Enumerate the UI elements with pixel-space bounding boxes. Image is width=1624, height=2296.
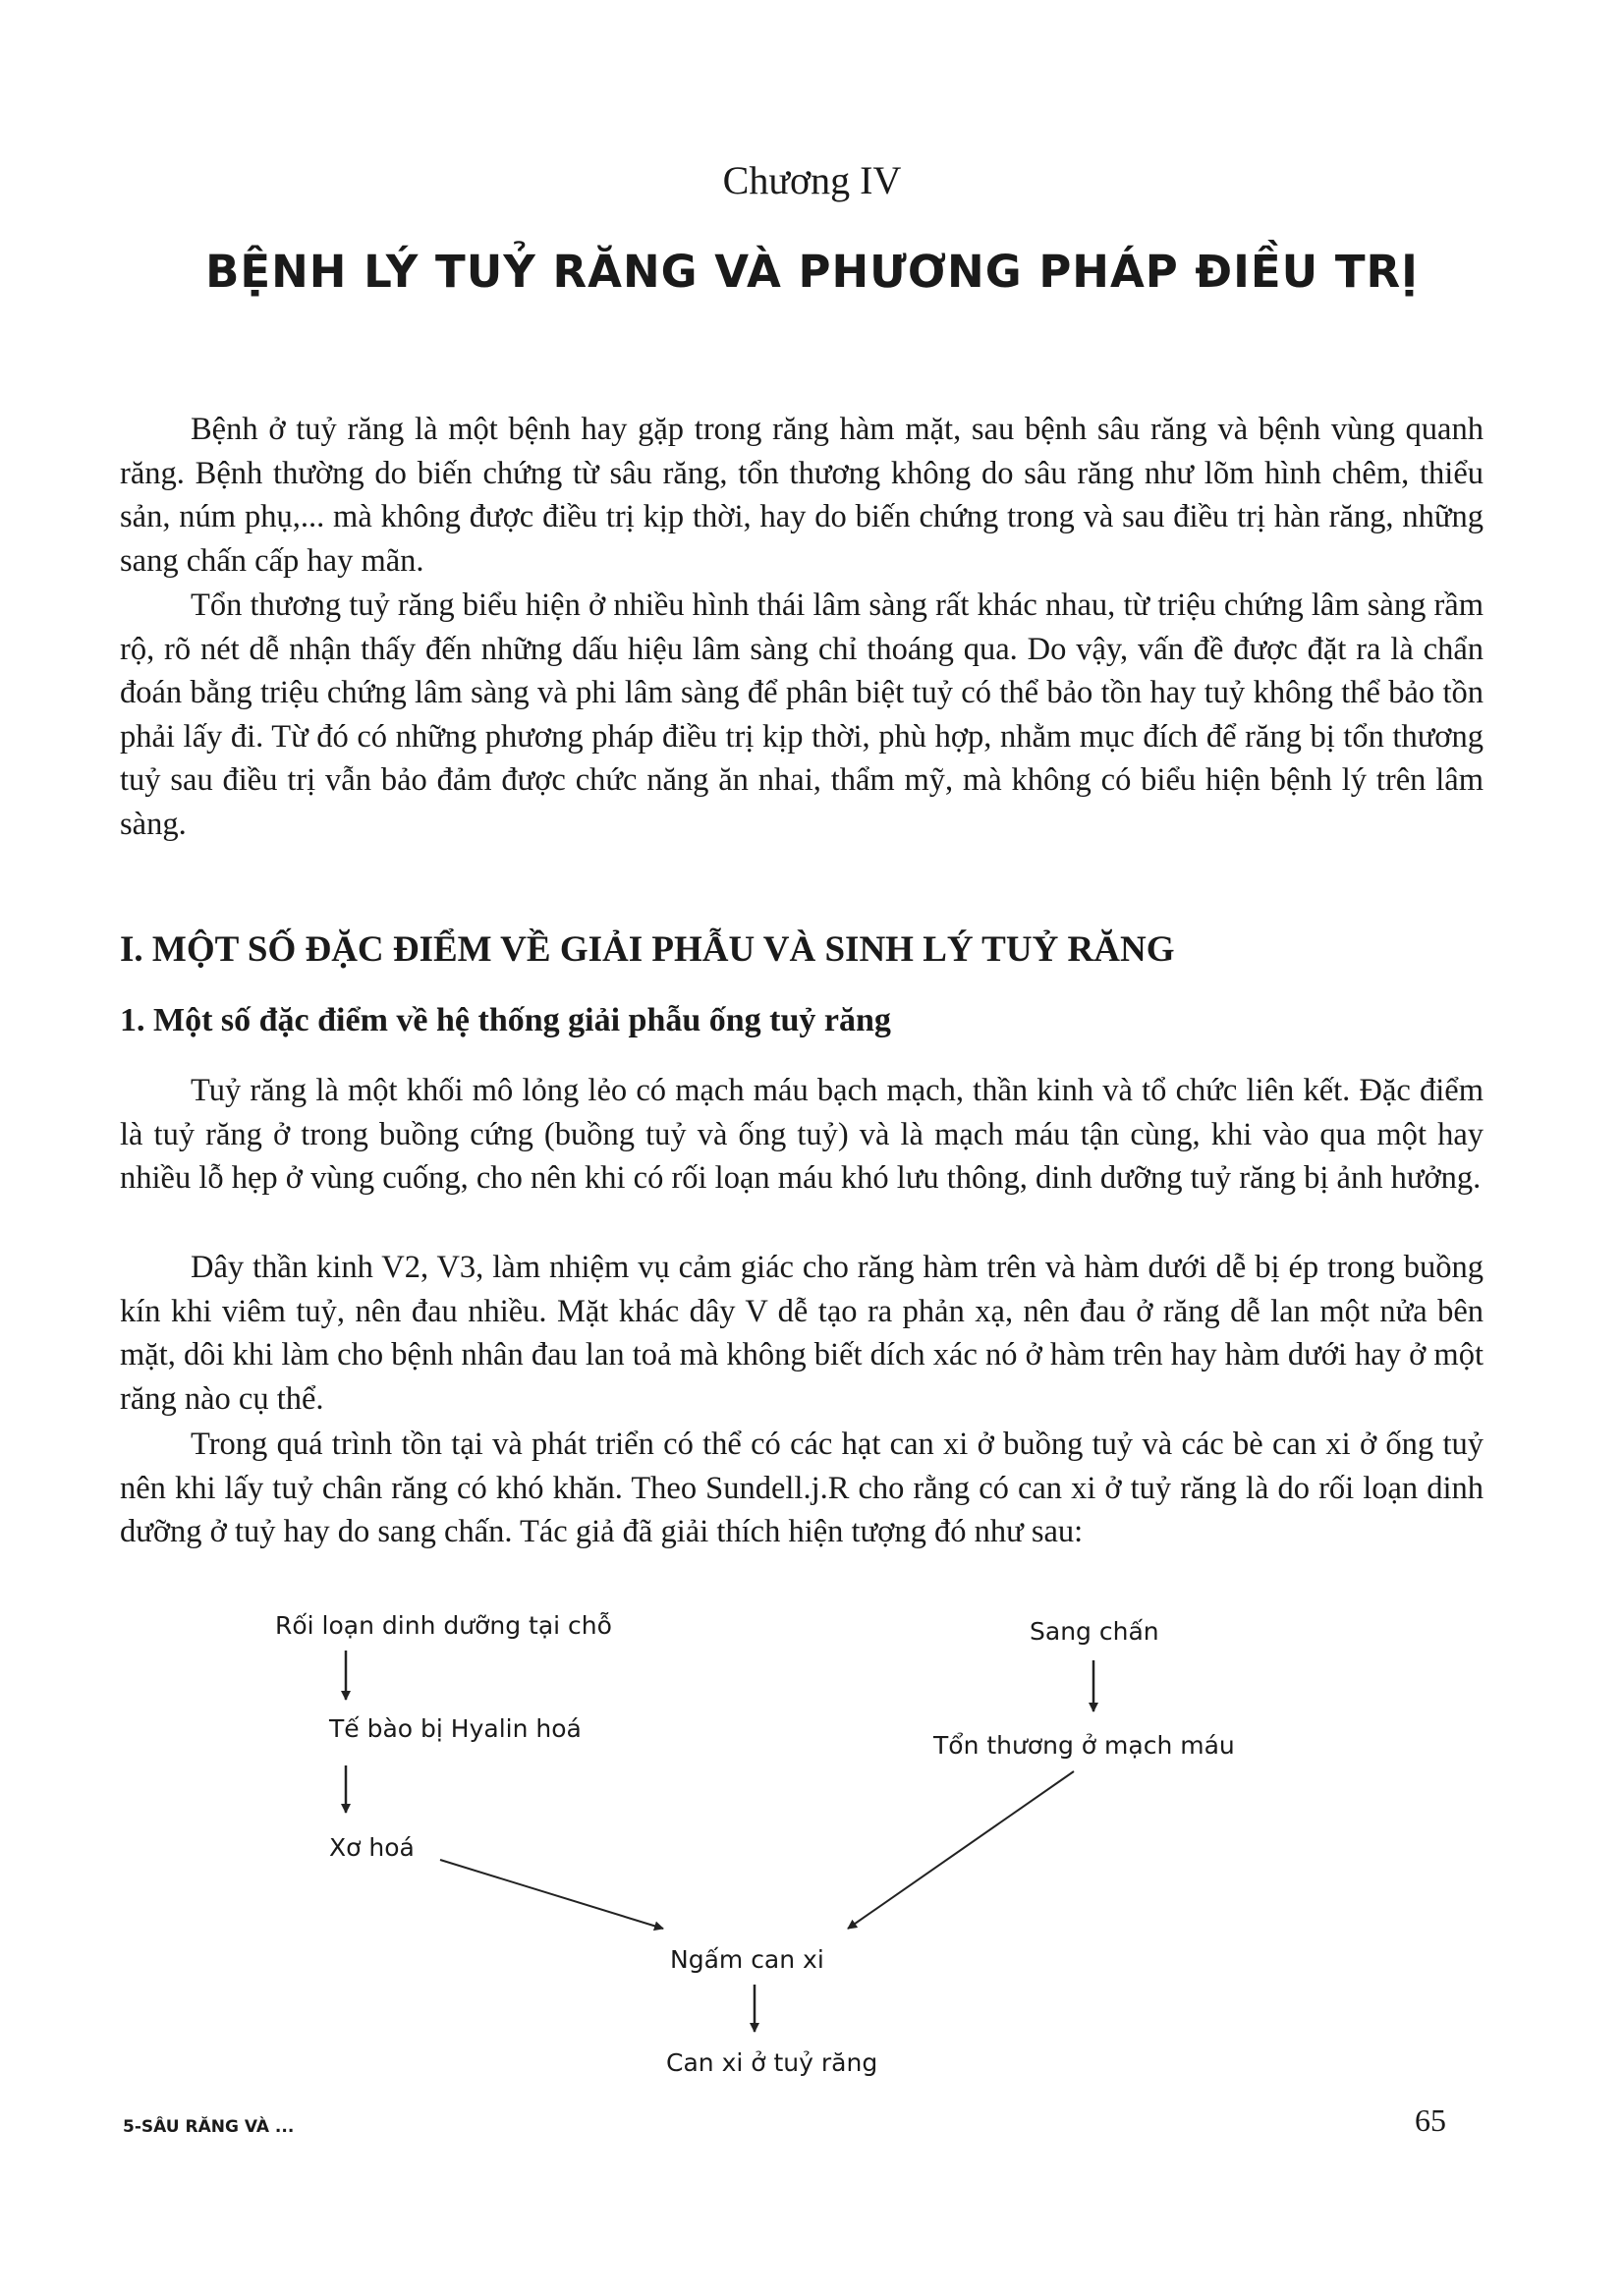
arrow-fibrosis-to-infiltration bbox=[440, 1860, 663, 1929]
arrow-vascular-to-infiltration bbox=[848, 1771, 1074, 1929]
flow-node-vascular-lesion: Tổn thương ở mạch máu bbox=[933, 1731, 1235, 1760]
footer-running-title: 5-SÂU RĂNG VÀ ... bbox=[123, 2117, 295, 2137]
flow-node-fibrosis: Xơ hoá bbox=[329, 1833, 415, 1862]
chapter-title: BỆNH LÝ TUỶ RĂNG VÀ PHƯƠNG PHÁP ĐIỀU TRỊ bbox=[205, 246, 1419, 298]
intro-paragraph-1: Bệnh ở tuỷ răng là một bệnh hay gặp trong răng hàm mặt, sau bệnh sâu răng và bệnh vùng quanh răng. Bệnh thường do biến chứng từ sâu răng, tổn thương không do sâu răng như lõm hình chêm, thiểu sản, núm phụ,... mà không được điều trị kịp thời, hay do biến chứng trong và sau điều trị hàn răng, những sang chấn cấp hay mãn. bbox=[120, 412, 1484, 579]
section-heading: I. MỘT SỐ ĐẶC ĐIỂM VỀ GIẢI PHẪU VÀ SINH LÝ TUỶ RĂNG bbox=[120, 929, 1175, 970]
flow-node-calcium-infiltration: Ngấm can xi bbox=[670, 1945, 824, 1974]
subsection-heading: 1. Một số đặc điểm về hệ thống giải phẫu ống tuỷ răng bbox=[120, 1002, 891, 1038]
flow-node-pulp-calcification: Can xi ở tuỷ răng bbox=[666, 2048, 878, 2077]
flow-node-trauma: Sang chấn bbox=[1030, 1617, 1159, 1646]
flow-node-hyalin-cells: Tế bào bị Hyalin hoá bbox=[329, 1714, 582, 1743]
page-number: 65 bbox=[1415, 2102, 1446, 2138]
section-paragraph-3: Trong quá trình tồn tại và phát triển có thể có các hạt can xi ở buồng tuỷ và các bè can xi ở ống tuỷ nên khi lấy tuỷ chân răng có khó khăn. Theo Sundell.j.R cho rằng có can xi ở tuỷ răng là do rối loạn dinh dưỡng ở tuỷ hay do sang chấn. Tác giả đã giải thích hiện tượng đó như sau: bbox=[120, 1427, 1484, 1549]
section-paragraph-1: Tuỷ răng là một khối mô lỏng lẻo có mạch máu bạch mạch, thần kinh và tổ chức liên kết. Đặc điểm là tuỷ răng ở trong buồng cứng (buồng tuỷ và ống tuỷ) và là mạch máu tận cùng, khi vào qua một hay nhiều lỗ hẹp ở vùng cuống, cho nên khi có rối loạn máu khó lưu thông, dinh dưỡng tuỷ răng bị ảnh hưởng. bbox=[120, 1073, 1484, 1196]
flow-node-local-nutrition-disorder: Rối loạn dinh dưỡng tại chỗ bbox=[275, 1611, 612, 1640]
intro-paragraph-2: Tổn thương tuỷ răng biểu hiện ở nhiều hình thái lâm sàng rất khác nhau, từ triệu chứng lâm sàng rầm rộ, rõ nét dễ nhận thấy đến những dấu hiệu lâm sàng chỉ thoáng qua. Do vậy, vấn đề được đặt ra là chẩn đoán bằng triệu chứng lâm sàng và phi lâm sàng để phân biệt tuỷ có thể bảo tồn hay tuỷ không thể bảo tồn phải lấy đi. Từ đó có những phương pháp điều trị kịp thời, phù hợp, nhằm mục đích để răng bị tổn thương tuỷ sau điều trị vẫn bảo đảm được chức năng ăn nhai, thẩm mỹ, mà không có biểu hiện bệnh lý trên lâm sàng. bbox=[120, 588, 1484, 842]
section-paragraph-2: Dây thần kinh V2, V3, làm nhiệm vụ cảm giác cho răng hàm trên và hàm dưới dễ bị ép trong buồng kín khi viêm tuỷ, nên đau nhiều. Mặt khác dây V dễ tạo ra phản xạ, nên đau ở răng dễ lan một nửa bên mặt, dôi khi làm cho bệnh nhân đau lan toả mà không biết dích xác nó ở hàm trên hay hàm dưới hay ở một răng nào cụ thể. bbox=[120, 1250, 1484, 1417]
chapter-label: Chương IV bbox=[722, 158, 902, 202]
